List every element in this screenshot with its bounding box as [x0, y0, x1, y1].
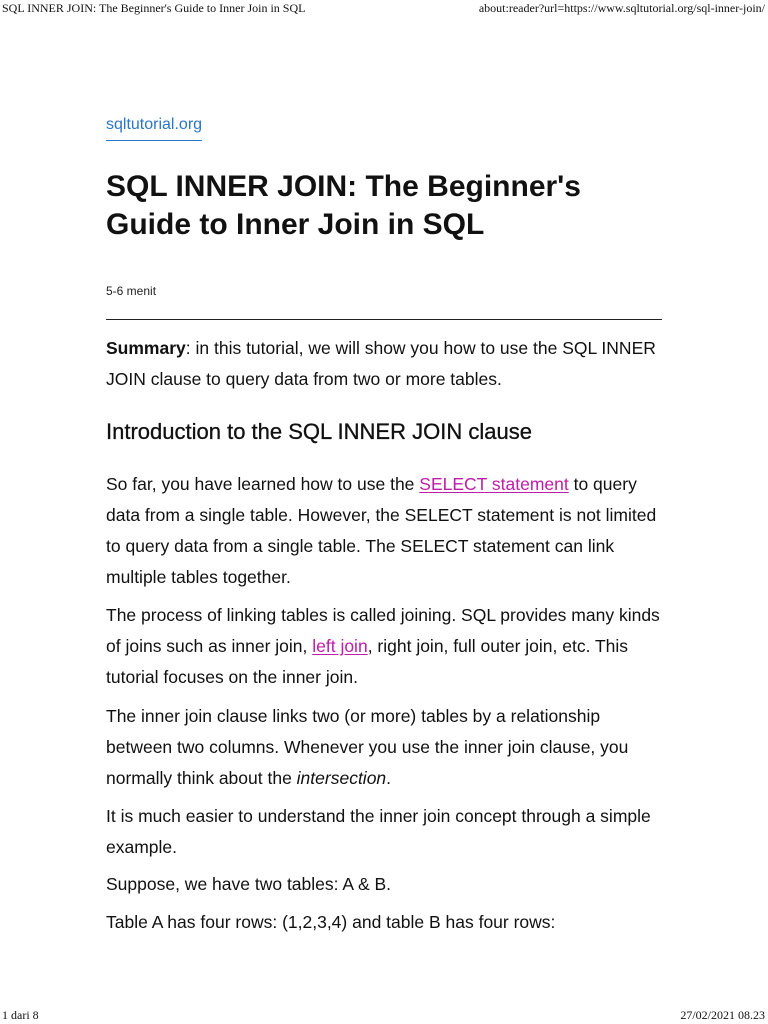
- paragraph-text: .: [386, 768, 392, 788]
- print-datetime: 27/02/2021 08.23: [680, 1008, 765, 1022]
- divider: [106, 319, 662, 320]
- paragraph-inner-join: [106, 701, 662, 794]
- intersection-emphasis: intersection: [296, 768, 387, 788]
- page-number: 1 dari 8: [2, 1008, 39, 1022]
- paragraph-text: The inner join clause links two (or more) tables by a relationship between two columns. Whenever you use the inner join clause, you normally think about the: [106, 706, 629, 788]
- paragraph-select: [106, 469, 662, 593]
- paragraph-example: It is much easier to understand the inner join concept through a simple example.: [106, 806, 651, 857]
- paragraph-tables: Suppose, we have two tables: A & B.: [106, 874, 392, 894]
- paragraph-joining: [106, 600, 662, 693]
- article-content: [106, 333, 662, 945]
- paragraph-table-rows: Table A has four rows: (1,2,3,4) and table B has four rows:: [106, 912, 556, 932]
- site-link[interactable]: sqltutorial.org: [106, 115, 202, 141]
- select-statement-link[interactable]: SELECT statement: [419, 474, 569, 494]
- paragraph-text: to query data from a single table. However, the SELECT statement is not limited to query data from a single table. The SELECT statement can link multiple tables together.: [106, 474, 657, 587]
- left-join-link[interactable]: left join: [312, 636, 368, 656]
- print-header-url: about:reader?url=https://www.sqltutorial.org/sql-inner-join/: [478, 1, 765, 15]
- print-header: [0, 1, 768, 16]
- paragraph-text: , right join, full outer join, etc. This tutorial focuses on the inner join.: [106, 636, 629, 687]
- paragraph-text: The process of linking tables is called joining. SQL provides many kinds of joins such as inner join,: [106, 605, 660, 656]
- article-title: SQL INNER JOIN: The Beginner's Guide to Inner Join in SQL: [106, 170, 581, 241]
- read-time: 5-6 menit: [106, 284, 157, 298]
- summary-paragraph: [106, 333, 662, 395]
- summary-label: Summary: [106, 338, 186, 358]
- print-footer: [0, 1008, 768, 1023]
- summary-text: : in this tutorial, we will show you how to use the SQL INNER JOIN clause to query data from two or more tables.: [106, 338, 656, 389]
- section-heading-intro: Introduction to the SQL INNER JOIN clause: [106, 419, 532, 444]
- paragraph-text: So far, you have learned how to use the: [106, 474, 420, 494]
- print-header-title: SQL INNER JOIN: The Beginner's Guide to Inner Join in SQL: [2, 1, 306, 15]
